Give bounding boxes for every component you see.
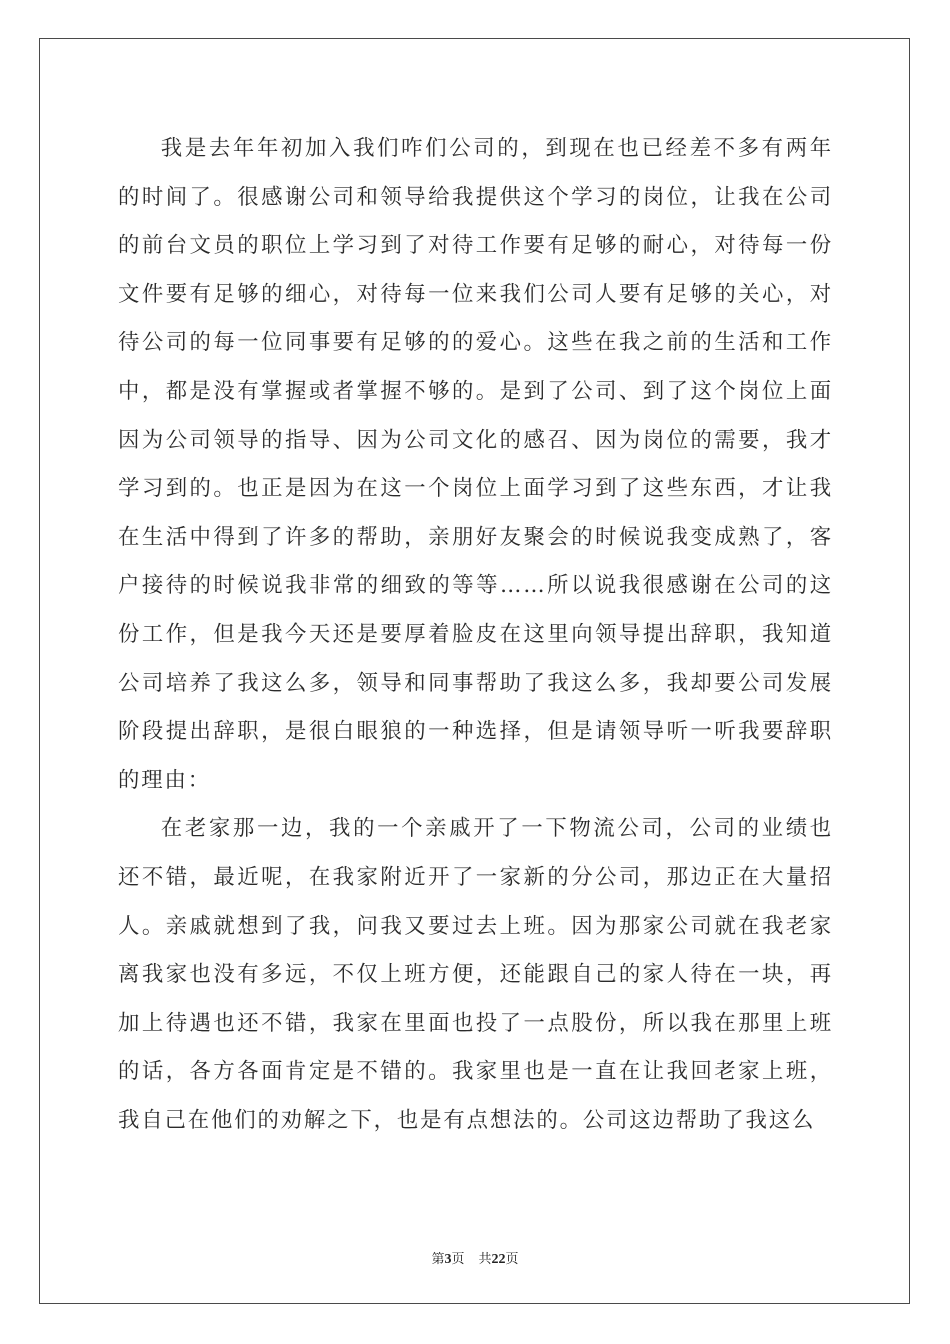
paragraph-2: 在老家那一边，我的一个亲戚开了一下物流公司，公司的业绩也还不错，最近呢，在我家附近开了一家新的分公司，那边正在大量招人。亲戚就想到了我，问我又要过去上班。因为那家公司就在我老家离我家也没有多远，不仅上班方便，还能跟自己的家人待在一块，再加上待遇也还不错，我家在里面也投了一点股份，所以我在那里上班的话，各方各面肯定是不错的。我家里也是一直在让我回老家上班，我自己在他们的劝解之下，也是有点想法的。公司这边帮助了我这么 xyxy=(118,816,833,1133)
page-suffix: 页 xyxy=(451,1252,465,1267)
total-pages: 22 xyxy=(491,1252,506,1267)
total-suffix: 页 xyxy=(505,1252,519,1267)
document-body xyxy=(118,125,833,1145)
page-number: 3 xyxy=(444,1252,452,1267)
page-footer xyxy=(0,1248,950,1268)
total-prefix: 共 xyxy=(478,1252,492,1267)
page-prefix: 第 xyxy=(431,1252,445,1267)
paragraph-1: 我是去年年初加入我们咋们公司的，到现在也已经差不多有两年的时间了。很感谢公司和领导给我提供这个学习的岗位，让我在公司的前台文员的职位上学习到了对待工作要有足够的耐心，对待每一份文件要有足够的细心，对待每一位来我们公司人要有足够的关心，对待公司的每一位同事要有足够的的爱心。这些在我之前的生活和工作中，都是没有掌握或者掌握不够的。是到了公司、到了这个岗位上面因为公司领导的指导、因为公司文化的感召、因为岗位的需要，我才学习到的。也正是因为在这一个岗位上面学习到了这些东西，才让我在生活中得到了许多的帮助，亲朋好友聚会的时候说我变成熟了，客户接待的时候说我非常的细致的等等……所以说我很感谢在公司的这份工作，但是我今天还是要厚着脸皮在这里向领导提出辞职，我知道公司培养了我这么多，领导和同事帮助了我这么多，我却要公司发展阶段提出辞职，是很白眼狼的一种选择，但是请领导听一听我要辞职的理由： xyxy=(118,136,833,793)
